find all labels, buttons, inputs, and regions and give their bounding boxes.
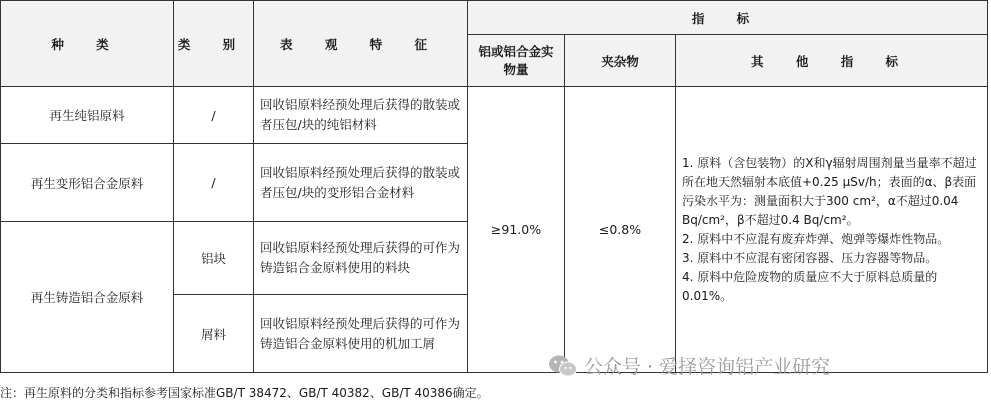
other-indicators	[676, 87, 988, 373]
wechat-icon	[548, 354, 578, 378]
row-species: 再生纯铝原料	[1, 87, 174, 144]
row-appearance: 回收铝原料经预处理后获得的可作为铸造铝合金原料使用的料块	[254, 222, 468, 295]
other-indicator-item: 2. 原料中不应混有废弃炸弹、炮弹等爆炸性物品。	[682, 231, 950, 246]
header-species: 种 类	[1, 1, 174, 87]
row-appearance: 回收铝原料经预处理后获得的可作为铸造铝合金原料使用的机加工屑	[254, 295, 468, 373]
row-category: /	[174, 144, 254, 222]
row-species: 再生变形铝合金原料	[1, 144, 174, 222]
row-category: /	[174, 87, 254, 144]
other-indicator-item: 1. 原料（含包装物）的X和γ辐射周围剂量当量率不超过所在地天然辐射本底值+0.25 μSv/h；表面的α、β表面污染水平为：测量面积大于300 cm²，α不超过0.04 Bq/cm²，β不超过0.4 Bq/cm²。	[682, 155, 977, 227]
header-category: 类 别	[174, 1, 254, 87]
row-category: 屑料	[174, 295, 254, 373]
row-appearance: 回收铝原料经预处理后获得的散装或者压包/块的变形铝合金材料	[254, 144, 468, 222]
other-indicator-item: 3. 原料中不应混有密闭容器、压力容器等物品。	[682, 250, 938, 265]
row-appearance: 回收铝原料经预处理后获得的散装或者压包/块的纯铝材料	[254, 87, 468, 144]
watermark-text: 公众号 · 爱择咨询铝产业研究	[584, 356, 831, 378]
header-al-content: 铝或铝合金实物量	[468, 35, 565, 87]
impurity-value: ≤0.8%	[565, 87, 676, 373]
al-content-value: ≥91.0%	[468, 87, 565, 373]
header-appearance: 表 观 特 征	[254, 1, 468, 87]
other-indicator-item: 4. 原料中危险废物的质量应不大于原料总质量的0.01%。	[682, 269, 938, 303]
row-species: 再生铸造铝合金原料	[1, 222, 174, 373]
row-category: 铝块	[174, 222, 254, 295]
header-impurity: 夹杂物	[565, 35, 676, 87]
watermark	[548, 352, 830, 379]
footnote: 注：再生原料的分类和指标参考国家标准GB/T 38472、GB/T 40382、GB/T 40386确定。	[0, 386, 489, 400]
header-indicators: 指 标	[468, 1, 988, 35]
header-other: 其 他 指 标	[676, 35, 988, 87]
